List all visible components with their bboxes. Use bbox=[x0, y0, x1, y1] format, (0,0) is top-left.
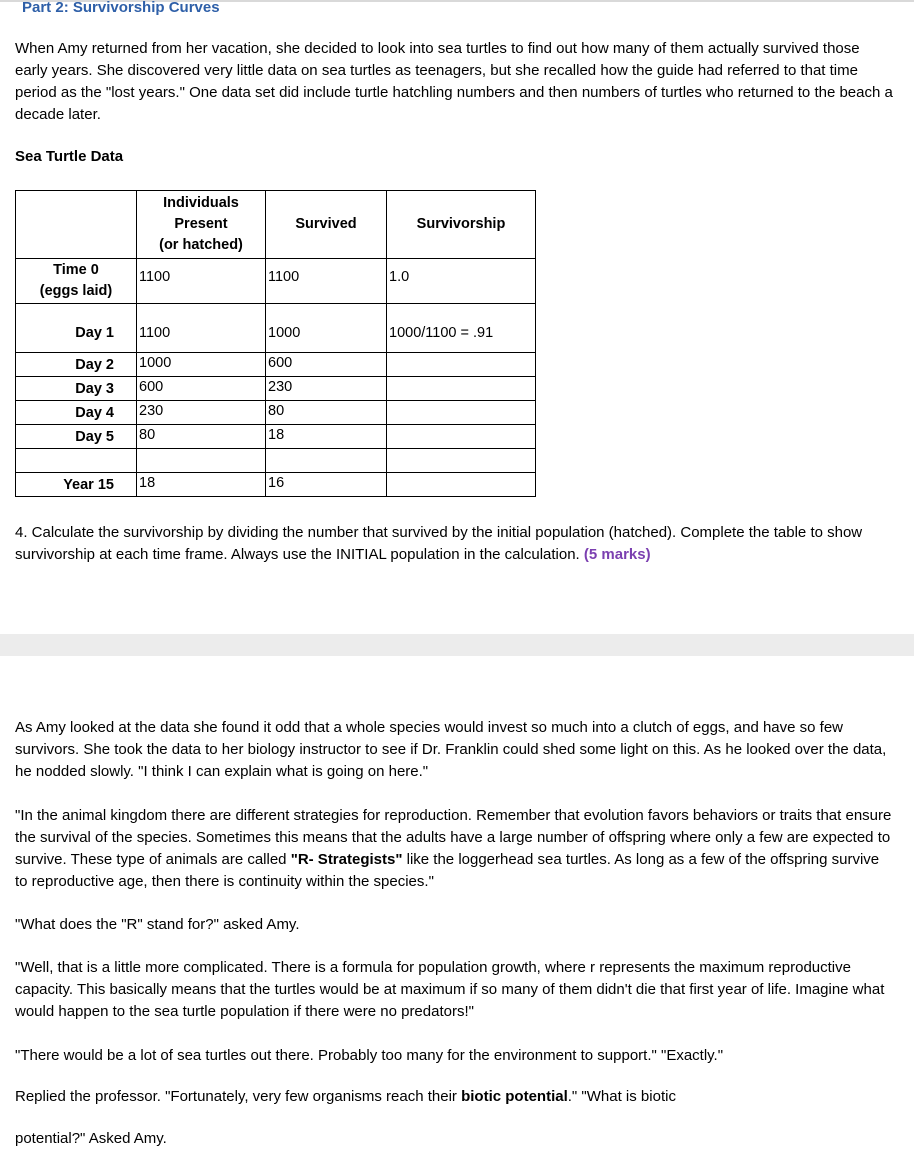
table-row bbox=[16, 304, 536, 353]
table-header-row bbox=[16, 191, 536, 259]
survived-cell: 230 bbox=[266, 377, 387, 401]
story-paragraph-5: "There would be a lot of sea turtles out there. Probably too many for the environment to support." "Exactly." bbox=[15, 1047, 724, 1064]
table-row bbox=[16, 259, 536, 304]
present-cell: 1100 bbox=[137, 304, 266, 353]
survivorship-cell[interactable] bbox=[387, 401, 536, 425]
intro-paragraph: When Amy returned from her vacation, she decided to look into sea turtles to find out how many of them actually survived those early years. She discovered very little data on sea turtles as teenagers, but she recalled how the guide had referred to that time period as the "lost years." One data set did include turtle hatchling numbers and then numbers of turtles who returned to the beach a decade later. bbox=[15, 40, 893, 123]
table-row bbox=[16, 377, 536, 401]
row-label: Day 1 bbox=[16, 304, 137, 353]
story-paragraph-7: potential?" Asked Amy. bbox=[15, 1130, 167, 1147]
survivorship-cell[interactable] bbox=[387, 473, 536, 497]
header-individuals-line3: (or hatched) bbox=[159, 237, 243, 253]
present-cell: 80 bbox=[137, 425, 266, 449]
row-label: Year 15 bbox=[16, 473, 137, 497]
survived-cell: 18 bbox=[266, 425, 387, 449]
survivorship-cell[interactable] bbox=[387, 353, 536, 377]
story-paragraph-1: As Amy looked at the data she found it odd that a whole species would invest so much into a clutch of eggs, and have so few survivors. She took the data to her biology instructor to see if Dr. Franklin could shed some light on this. As he looked over the data, he nodded slowly. "I think I can explain what is going on here." bbox=[15, 719, 887, 780]
header-individuals-line1: Individuals bbox=[163, 195, 239, 211]
row-label: Day 4 bbox=[16, 401, 137, 425]
survived-cell: 600 bbox=[266, 353, 387, 377]
survivorship-cell[interactable] bbox=[387, 425, 536, 449]
present-cell: 230 bbox=[137, 401, 266, 425]
header-empty-cell bbox=[16, 191, 137, 259]
present-cell: 1000 bbox=[137, 353, 266, 377]
present-cell: 18 bbox=[137, 473, 266, 497]
survived-cell: 80 bbox=[266, 401, 387, 425]
header-survived: Survived bbox=[266, 191, 387, 259]
survivorship-cell[interactable] bbox=[387, 377, 536, 401]
survived-cell: 1000 bbox=[266, 304, 387, 353]
question-4 bbox=[15, 522, 895, 566]
question-marks: (5 marks) bbox=[583, 546, 651, 563]
story-p2-text-a: "In the animal kingdom there are different strategies for reproduction. Remember that evolution favors behaviors or traits that ensure the survival of the species. Sometimes this means that the adults have a large number of offspring where only a few are expected to survive. These type of animals are called bbox=[15, 807, 892, 868]
spacer-cell bbox=[16, 449, 137, 473]
survivorship-cell[interactable]: 1000/1100 = .91 bbox=[387, 304, 536, 353]
sea-turtle-table bbox=[15, 190, 536, 497]
header-survivorship: Survivorship bbox=[387, 191, 536, 259]
story-paragraph-2 bbox=[15, 805, 895, 893]
present-cell: 600 bbox=[137, 377, 266, 401]
row-label bbox=[16, 259, 137, 304]
answer-area[interactable] bbox=[0, 634, 914, 656]
spacer-cell bbox=[137, 449, 266, 473]
table-row bbox=[16, 401, 536, 425]
story-paragraph-3: "What does the "R" stand for?" asked Amy. bbox=[15, 916, 300, 933]
story-paragraph-6 bbox=[15, 1086, 895, 1108]
biotic-potential-term: biotic potential bbox=[461, 1088, 568, 1105]
present-cell: 1100 bbox=[137, 259, 266, 304]
spacer-cell bbox=[387, 449, 536, 473]
header-individuals-line2: Present bbox=[174, 216, 228, 232]
r-strategists-term: "R- Strategists" bbox=[290, 851, 403, 868]
survivorship-cell[interactable]: 1.0 bbox=[387, 259, 536, 304]
table-row bbox=[16, 425, 536, 449]
story-p2-text-b: like the loggerhead sea turtles. As long as a few of the offspring survive to reproductive age, then there is continuity within the species." bbox=[15, 851, 880, 890]
survived-cell: 1100 bbox=[266, 259, 387, 304]
row-label: Day 3 bbox=[16, 377, 137, 401]
row-label-line2: (eggs laid) bbox=[39, 283, 113, 299]
question-text: 4. Calculate the survivorship by dividing the number that survived by the initial population (hatched). Complete the table to show survivorship at each time frame. Always use the INITIAL population in the calculation. bbox=[15, 524, 863, 563]
table-row-spacer bbox=[16, 449, 536, 473]
story-p6-text-a: Replied the professor. "Fortunately, very few organisms reach their bbox=[15, 1088, 462, 1105]
spacer-cell bbox=[266, 449, 387, 473]
story-paragraph-4: "Well, that is a little more complicated. There is a formula for population growth, where r represents the maximum reproductive capacity. This basically means that the turtles would be at maximum if so many of them didn't die that first year of life. Imagine what would happen to the sea turtle population if there were no predators!" bbox=[15, 959, 885, 1020]
row-label: Day 2 bbox=[16, 353, 137, 377]
part-title: Part 2: Survivorship Curves bbox=[22, 0, 220, 16]
header-individuals bbox=[137, 191, 266, 259]
survived-cell: 16 bbox=[266, 473, 387, 497]
table-row bbox=[16, 353, 536, 377]
row-label-line1: Time 0 bbox=[53, 262, 99, 278]
table-heading: Sea Turtle Data bbox=[15, 148, 124, 165]
story-p6-text-b: ." "What is biotic bbox=[567, 1088, 676, 1105]
row-label: Day 5 bbox=[16, 425, 137, 449]
table-row bbox=[16, 473, 536, 497]
